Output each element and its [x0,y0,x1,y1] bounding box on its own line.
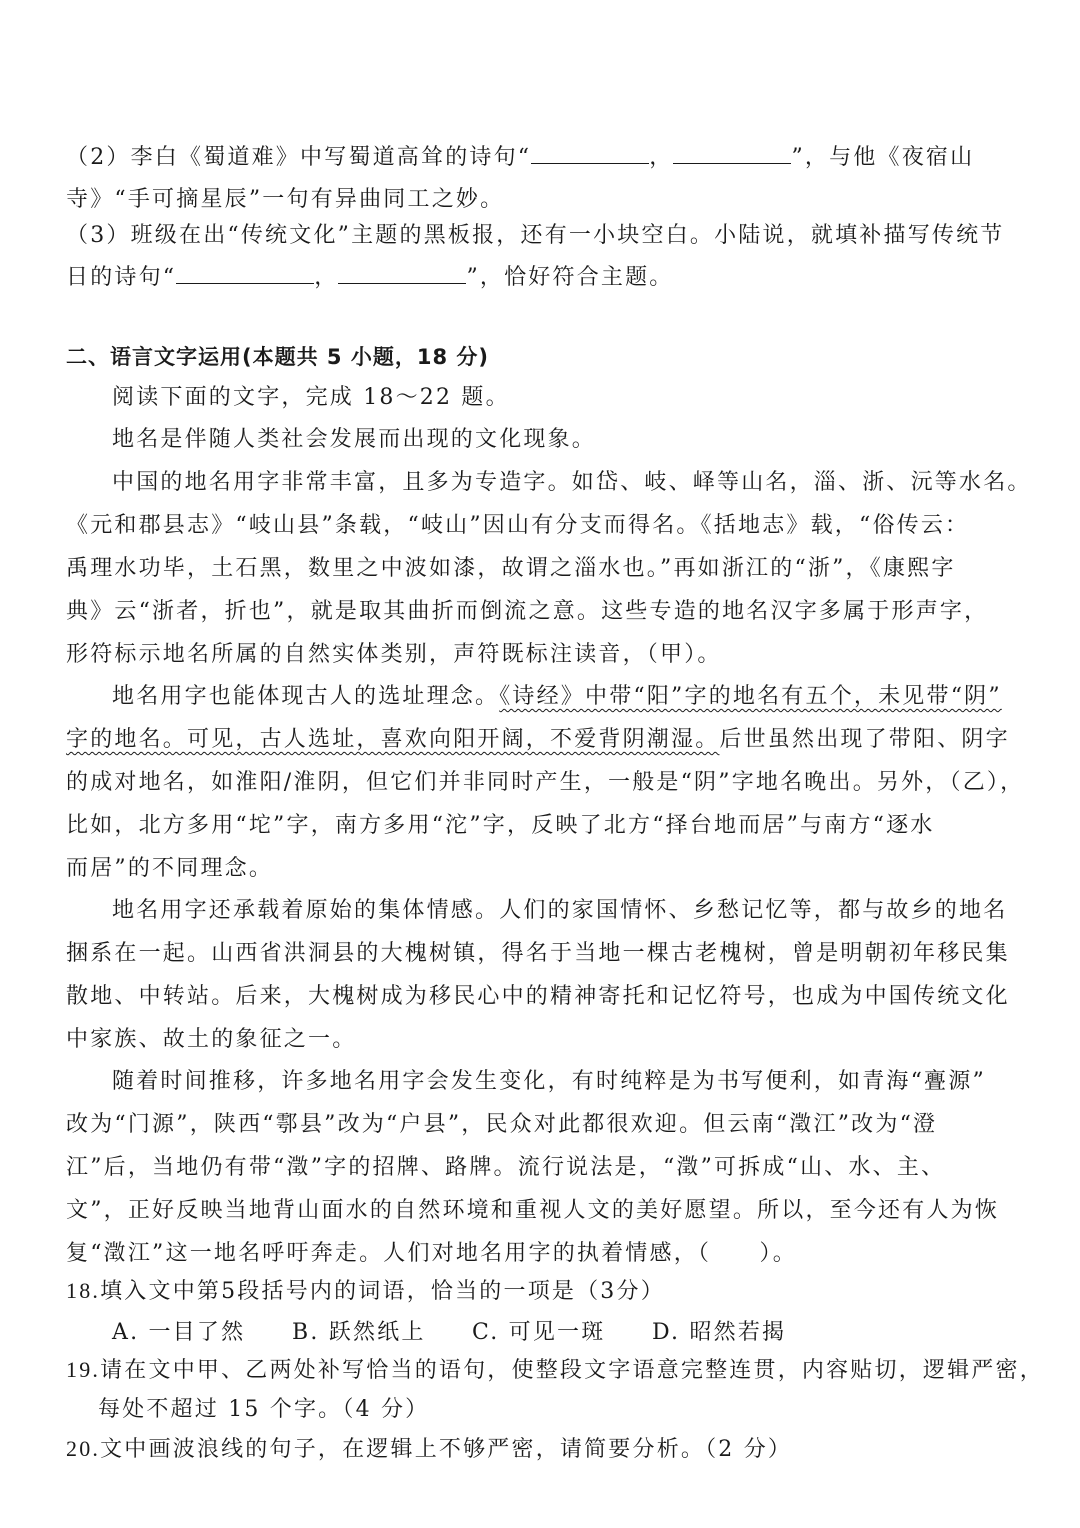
q2-line-2: 寺》“手可摘星辰”一句有异曲同工之妙。 [66,187,505,212]
answer-blank[interactable] [176,263,314,284]
passage-p2-line: 禹理水功毕，土石黑，数里之中波如漆，故谓之淄水也。”再如浙江的“浙”，《康熙字 [66,556,956,581]
passage-p3-text: 地名用字也能体现古人的选址理念。 [112,684,500,709]
passage-p5-line: 江”后，当地仍有带“澂”字的招牌、路牌。流行说法是，“澂”可拆成“山、水、主、 [66,1155,946,1180]
passage-p1: 地名是伴随人类社会发展而出现的文化现象。 [112,427,597,452]
q2-sep: ， [649,145,674,170]
section-title: 二、语言文字运用(本题共 5 小题，18 分) [66,345,489,369]
option-a[interactable]: A. 一目了然 [112,1320,246,1345]
question-20 [66,1432,1016,1463]
passage-p4-line: 中家族、故土的象征之一。 [66,1027,357,1052]
question-19 [66,1353,1044,1384]
passage-p4-line: 捆系在一起。山西省洪洞县的大槐树镇，得名于当地一棵古老槐树，曾是明朝初年移民集 [66,941,1010,966]
passage-p2-line: 典》云“浙者，折也”，就是取其曲折而倒流之意。这些专造的地名汉字多属于形声字， [66,599,989,624]
wavy-underlined-sentence: 字的地名。可见，古人选址，喜欢向阳开阔，不爱背阴潮湿。 [66,727,720,752]
passage-p3-line: 比如，北方多用“坨”字，南方多用“沱”字，反映了北方“择台地而居”与南方“逐水 [66,813,935,838]
passage-p3-line [66,722,1016,753]
option-b[interactable]: B. 跃然纸上 [292,1320,426,1345]
option-d[interactable]: D. 昭然若揭 [652,1320,787,1345]
q2-line-1 [66,140,1016,171]
question-text: 填入文中第5段括号内的词语，恰当的一项是（3分） [100,1279,665,1304]
question-text: 请在文中甲、乙两处补写恰当的语句，使整段文字语意完整连贯，内容贴切，逻辑严密， [100,1358,1044,1383]
passage-p3-line [112,679,1062,710]
passage-p3-text: 后世虽然出现了带阳、阴字 [719,727,1010,752]
question-number: 18. [66,1278,101,1303]
q2-text-a: （2）李白《蜀道难》中写蜀道高耸的诗句“ [66,145,532,170]
passage-p2-line: 《元和郡县志》“岐山县”条载，“岐山”因山有分支而得名。《括地志》载，“俗传云： [66,513,970,538]
q3-text-a: 日的诗句“ [66,265,177,290]
passage-p3-line: 的成对地名，如淮阳/淮阴，但它们并非同时产生，一般是“阴”字地名晚出。另外，（乙）， [66,770,1025,795]
question-text: 文中画波浪线的句子，在逻辑上不够严密，请简要分析。（2 分） [100,1437,793,1462]
question-number: 20. [66,1436,101,1461]
question-number: 19. [66,1357,101,1382]
passage-p5-line: 文”，正好反映当地背山面水的自然环境和重视人文的美好愿望。所以，至今还有人为恢 [66,1198,1000,1223]
passage-p5-line: 随着时间推移，许多地名用字会发生变化，有时纯粹是为书写便利，如青海“亹源” [112,1069,986,1094]
wavy-underlined-sentence: 《诗经》中带“阳”字的地名有五个，未见带“阴” [499,684,1002,709]
passage-p2-line: 中国的地名用字非常丰富，且多为专造字。如岱、岐、峄等山名，淄、浙、沅等水名。 [112,470,1032,495]
answer-blank[interactable] [338,263,466,284]
passage-p4-line: 散地、中转站。后来，大槐树成为移民心中的精神寄托和记忆符号，也成为中国传统文化 [66,984,1010,1009]
answer-blank[interactable] [531,143,649,164]
passage-p5-line: 改为“门源”，陕西“鄠县”改为“户县”，民众对此都很欢迎。但云南“澂江”改为“澄 [66,1112,938,1137]
q3-line-2 [66,260,1016,291]
answer-blank[interactable] [673,143,791,164]
q2-text-b: ”，与他《夜宿山 [791,145,975,170]
q3-text-b: ”，恰好符合主题。 [466,265,674,290]
option-c[interactable]: C. 可见一斑 [472,1320,606,1345]
q3-line-1: （3）班级在出“传统文化”主题的黑板报，还有一小块空白。小陆说，就填补描写传统节 [66,223,1005,248]
passage-p2-line: 形符标示地名所属的自然实体类别，声符既标注读音，（甲）。 [66,642,722,667]
q3-sep: ， [314,265,339,290]
passage-p5-line: 复“澂江”这一地名呼吁奔走。人们对地名用字的执着情感，（ ）。 [66,1241,797,1266]
question-18-options [112,1315,1062,1346]
section-instruction: 阅读下面的文字，完成 18～22 题。 [112,385,510,410]
passage-p4-line: 地名用字还承载着原始的集体情感。人们的家国情怀、乡愁记忆等，都与故乡的地名 [112,898,1008,923]
question-19-line-2: 每处不超过 15 个字。（4 分） [98,1397,430,1422]
question-18 [66,1274,1016,1305]
passage-p3-line: 而居”的不同理念。 [66,856,274,881]
